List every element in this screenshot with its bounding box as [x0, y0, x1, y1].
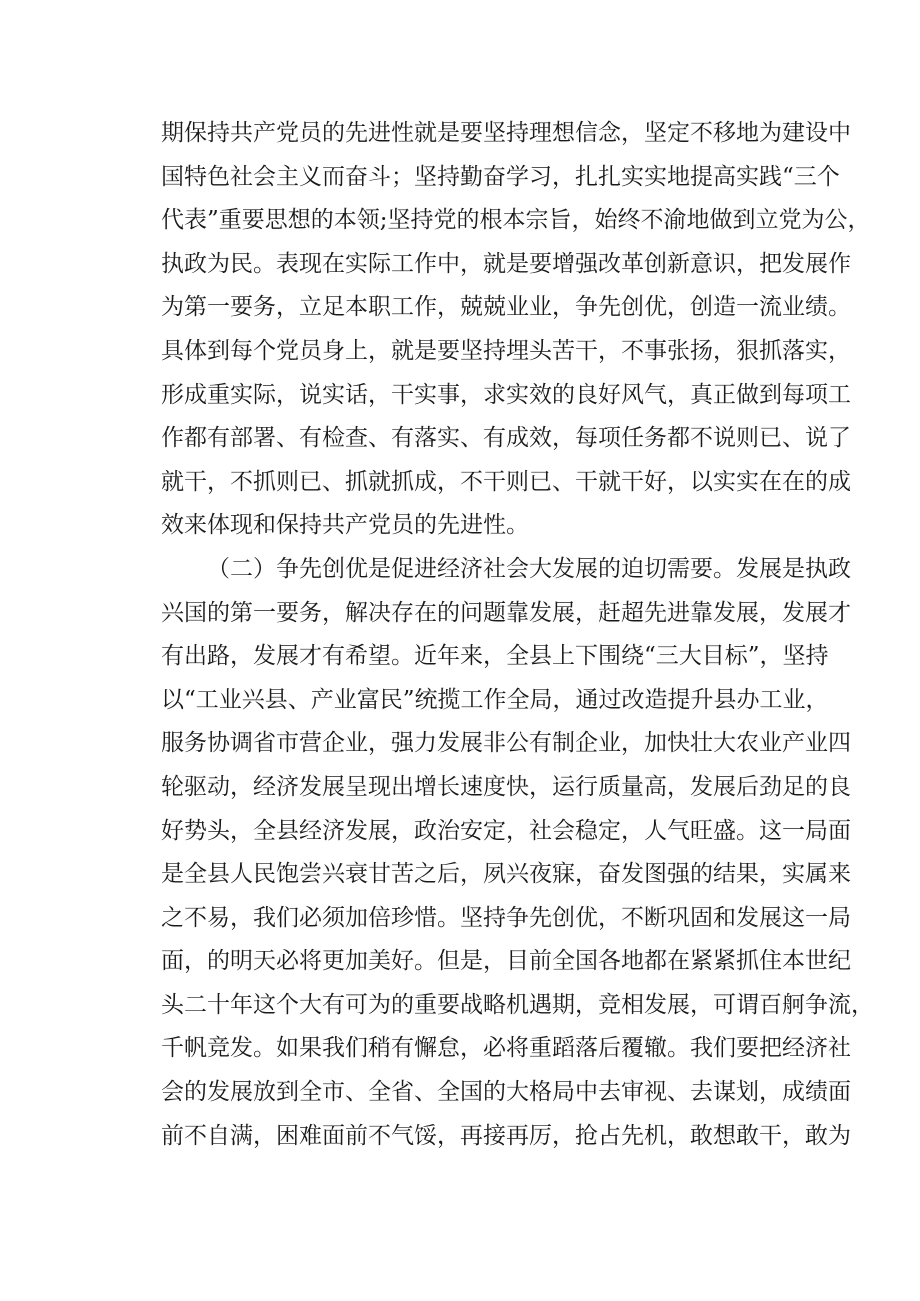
text-line: （二）争先创优是促进经济社会大发展的迫切需要。发展是执政 — [207, 555, 851, 582]
text-line: 前不自满，困难面前不气馁，再接再厉，抢占先机，敢想敢干，敢为 — [161, 1122, 851, 1149]
text-line: 形成重实际，说实话，干实事，求实效的良好风气，真正做到每项工 — [161, 381, 851, 408]
text-line: 期保持共产党员的先进性就是要坚持理想信念，坚定不移地为建设中 — [161, 120, 851, 146]
text-line: 千帆竞发。如果我们稍有懈怠，必将重蹈落后覆辙。我们要把经济社 — [161, 1035, 851, 1062]
text-line: 执政为民。表现在实际工作中，就是要增强改革创新意识，把发展作 — [161, 250, 851, 277]
text-line: 作都有部署、有检查、有落实、有成效，每项任务都不说则已、说了 — [161, 425, 851, 452]
paragraph-2 — [161, 548, 874, 1158]
body-text — [161, 112, 874, 1158]
text-line: 服务协调省市营企业，强力发展非公有制企业，加快壮大农业产业四 — [161, 730, 851, 757]
text-line: 会的发展放到全市、全省、全国的大格局中去审视、去谋划，成绩面 — [161, 1079, 851, 1106]
text-line: 以“工业兴县、产业富民”统揽工作全局，通过改造提升县办工业， — [161, 686, 829, 713]
text-line: 效来体现和保持共产党员的先进性。 — [161, 512, 529, 539]
text-line: 代表”重要思想的本领;坚持党的根本宗旨，始终不渝地做到立党为公， — [161, 207, 871, 234]
text-line: 好势头，全县经济发展，政治安定，社会稳定，人气旺盛。这一局面 — [161, 817, 851, 844]
text-line: 有出路，发展才有希望。近年来，全县上下围绕“三大目标”，坚持 — [161, 643, 829, 670]
text-line: 面，的明天必将更加美好。但是，目前全国各地都在紧紧抓住本世纪 — [161, 948, 851, 975]
paragraph-1 — [161, 112, 871, 548]
text-line: 轮驱动，经济发展呈现出增长速度快，运行质量高，发展后劲足的良 — [161, 773, 851, 800]
text-line: 是全县人民饱尝兴衰甘苦之后，夙兴夜寐，奋发图强的结果，实属来 — [161, 861, 851, 888]
text-line: 为第一要务，立足本职工作，兢兢业业，争先创优，创造一流业绩。 — [161, 294, 851, 321]
text-line: 头二十年这个大有可为的重要战略机遇期，竞相发展，可谓百舸争流， — [161, 991, 874, 1018]
text-line: 兴国的第一要务，解决存在的问题靠发展，赶超先进靠发展，发展才 — [161, 599, 851, 626]
text-line: 具体到每个党员身上，就是要坚持埋头苦干，不事张扬，狠抓落实， — [161, 337, 851, 364]
text-line: 国特色社会主义而奋斗；坚持勤奋学习，扎扎实实地提高实践“三个 — [161, 163, 840, 190]
text-line: 之不易，我们必须加倍珍惜。坚持争先创优，不断巩固和发展这一局 — [161, 904, 851, 931]
text-line: 就干，不抓则已、抓就抓成，不干则已、干就干好，以实实在在的成 — [161, 468, 851, 495]
